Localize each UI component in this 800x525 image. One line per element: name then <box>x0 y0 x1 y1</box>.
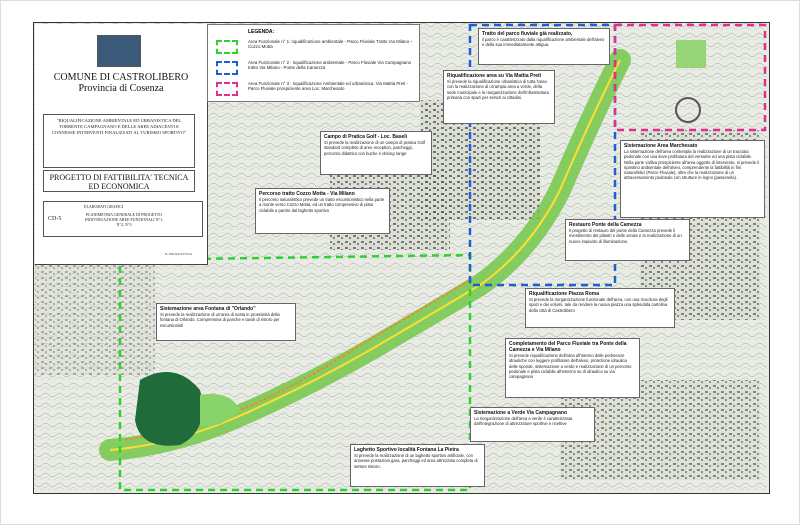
legend-text-area-3: Area Funzionale n° 3 : riqualificazione Ambientale ed urbanistica. Via Mattia Preti - Parco Fluviale prospiciente area Loc. Marchesato <box>248 81 409 92</box>
legend-item-area-2 <box>210 58 415 78</box>
signature-label: IL PROGETTISTA <box>165 252 193 256</box>
legend-item-area-3 <box>210 79 415 99</box>
title-block <box>35 24 208 265</box>
project-description: "RIQUALIFICAZIONE AMBIENTALE ED URBANISTICA DEL TORRENTE CAMPAGNANO E DELLE AREE ADIACENTI E CONNESSE INTERVENTI FINALIZZATI AL TURISMO SPORTIVO" <box>43 114 195 168</box>
legend-text-area-2: Area Funzionale n° 2 : riqualificazione ambientale - Parco Fluviale Via Campagnano tratto Via Milano - Ponte della Camezza <box>248 60 412 71</box>
legend-text-area-1: Area Funzionale n° 1: riqualificazione ambientale - Parco Fluviale Tratto Via Milano – Cozzo Motta <box>248 39 413 50</box>
drawing-info-table <box>43 201 203 237</box>
legend-swatch-magenta <box>216 82 238 96</box>
note-completamento-parco: Completamento del Parco Fluviale tra Ponte della Camezza e Via Milano Si prevede riqualificazione dell'area all'interno delle pertinenze idrauliche con leggere profilature dell'alveo, protezione idraulica delle sponde, sistemazione a verde e realizzazione di un percorso pedonale e pista ciclabile all'esterno su di idraulica su via campagnano <box>505 338 640 398</box>
note-via-campagnano: Sistemazione a Verde Via Campagnano La riorganizzazione dell'area a verde è caratterizzata dall'integrazione di attrezzature sportive e ricettive <box>470 407 595 442</box>
note-area-marchesato: Sistemazione Area Marchesato La sistemazione dell'area contempla la realizzazione di un tracciato pedonale con una lieve profilatura del versante ed una pista ciclabile. Nella parte valliva prospiciente all'area oggetto di intervento, si prevede il ripristino ambientale dell'alveo, comprendente la fattibilità in fini naturalistici (Parco Fluviale), oltre che la realizzazione di un attraversamento pedonale con strutture in legno (passerella). <box>620 140 765 218</box>
legend-title: LEGENDA: <box>248 29 275 35</box>
note-via-mattia-preti: Riqualificazione area su Via Mattia Preti Si prevede la riqualificazione urbanistica di tutta l'area con la realizzazione di un'ampia area a verde, della sede municipale e la riorganizzazione dell'infrastruttura primaria con spazi per servizi ai cittadini. <box>443 70 555 124</box>
elaborati-label: ELABORATI GRAFICI <box>84 204 124 209</box>
municipality-name: COMUNE DI CASTROLIBERO <box>53 72 189 83</box>
note-laghetto-sportivo: Laghetto Sportivo località Fontana La Pietra Si prevede la realizzazione di un laghetto sportivo artificiale, con annesse postazioni gara, parcheggi ed area attrezzata completa di settore ristoro. <box>350 444 485 487</box>
note-ponte-camezza: Restauro Ponte della Camezza Il progetto di restauro del ponte della Camezza prevede il rivestimento dei pilastri e delle arcate e la realizzazione di un nuovo impianto di illuminazione. <box>565 219 690 261</box>
legend <box>207 24 420 102</box>
project-type: PROGETTO DI FATTIBILITA' TECNICA ED ECONOMICA <box>43 170 195 192</box>
note-parco-fluviale-realizzato: Tratto del parco fluviale già realizzato, il parco è caratterizzato dalla riqualificazione ambientale dell'alveo e della sua immediatamente attigua. <box>478 28 610 65</box>
province-name: Provincia di Cosenza <box>78 83 164 94</box>
note-percorso-cozzo-motta: Percorso tratto Cozzo Motta - Via Milano Il percorso naturalistico prevede un tratto escursionistico nella parte a monte verso Cozzo Motta, ed un tratto comprensivo di pista ciclabile a partire dal laghetto sportivo <box>255 188 390 234</box>
legend-swatch-blue <box>216 61 238 75</box>
legend-swatch-green <box>216 40 238 54</box>
legend-item-area-1 <box>210 37 415 57</box>
park-field <box>676 40 706 68</box>
drawing-title: PLANIMETRIA GENERALE DI PROGETTO INDIVIDUAZIONE AREE FUNZIONALI N°1, N°2, N°3 <box>84 212 164 227</box>
note-fontana-orlando: Sistemazione area Fontana di "Orlando" Si prevede la realizzazione di un'area di sosta in prossimità della fontana di Orlando. Comprensiva di panche e tavoli di ristoro per escursionisti <box>156 303 296 341</box>
note-campo-golf: Campo di Pratica Golf - Loc. Baselì Si prevede la realizzazione di un campo di pratica Golf standard completo di aree reception, parcheggi, percorso didattico con buche e driving range <box>320 131 432 175</box>
municipality-crest-icon <box>97 35 141 67</box>
note-piazza-roma: Riqualificazione Piazza Roma Si prevede la riorganizzazione funzionale dell'area, con una ricucitura degli spazi e dei volumi, tale da rendere la nuova piazza una splendida cartolina della città di Castrolibero <box>525 288 675 328</box>
drawing-code: CD-5 <box>48 216 62 222</box>
